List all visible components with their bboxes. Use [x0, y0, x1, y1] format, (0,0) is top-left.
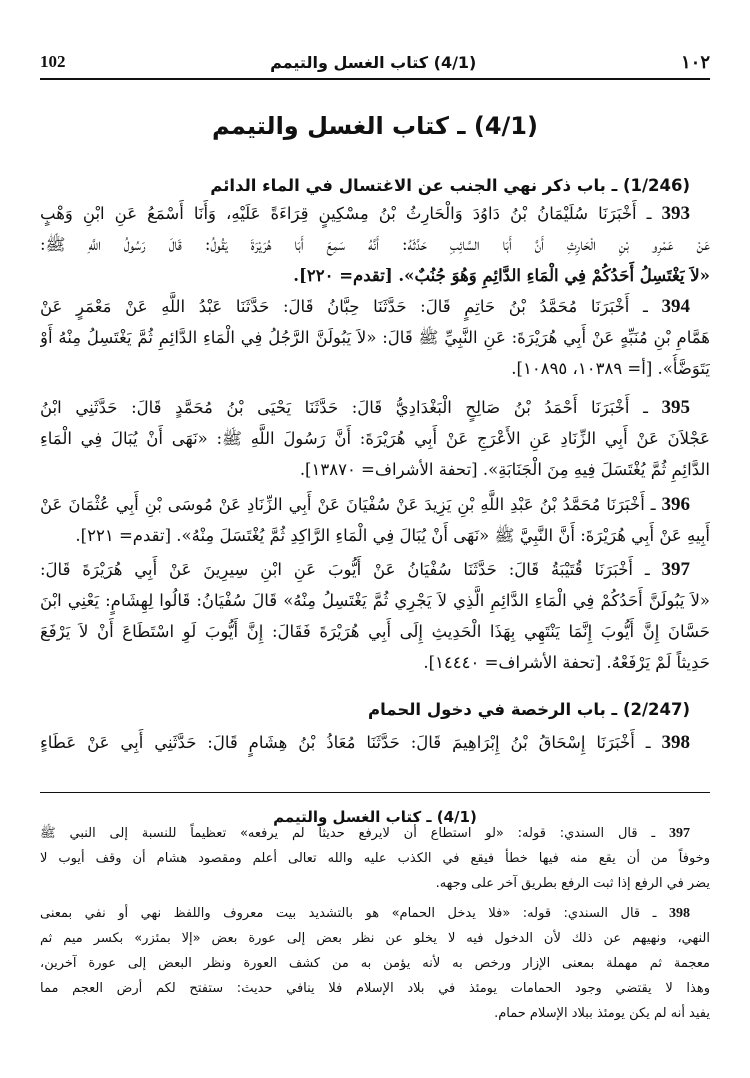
footnote-398-line-1: [40, 902, 690, 926]
hadith-395-line-1: [40, 393, 690, 423]
hadith-number: 397: [661, 559, 690, 580]
footnote-text: ـ قال السندي: قوله: «لو استطاع أن لايرفع حديثاً لم يرفعه» تعظيماً للنسبة إلى النبي ﷺ: [40, 826, 656, 841]
hadith-number: 398: [661, 732, 690, 753]
section-title-1: (1/246) ـ باب ذكر نهي الجنب عن الاغتسال في الماء الدائم: [210, 176, 690, 195]
footnote-397-line-2: وخوفاً من أن يقع منه فيها خطأ فيقع في الكذب عليه والله تعالى أعلم ومقصود هشام أن وقف أيوب لا: [40, 851, 710, 866]
hadith-396-line-2: أَبِيهِ عَنْ أَبِي هُرَيْرَةَ: أَنَّ النَّبِيَّ ﷺ «نَهَى أَنْ يُبَالَ فِي الْمَاءِ الرَّاكِدِ ثُمَّ يُغْتَسَلَ مِنْهُ». [تقدم= ٢٢١].: [75, 526, 710, 545]
footnote-398-line-5: يفيد أنه لم يكن يومئذ ببلاد الإسلام حمام.: [494, 1006, 710, 1021]
hadith-395-line-3: الدَّائِمِ ثُمَّ يُغْتَسَلَ فِيهِ مِنَ الْجَنَابَةِ». [تحفة الأشراف= ١٣٨٧٠].: [299, 460, 710, 479]
hadith-397-line-2: «لاَ يَبُولَنَّ أَحَدُكُمْ فِي الْمَاءِ الدَّائِمِ الَّذِي لاَ يَجْرِي ثُمَّ يَغْتَسِلُ مِنْهُ» قَالَ سُفْيَانُ: قَالُوا لِهِشَامٍ: يَعْنِي ابْنَ: [40, 591, 710, 610]
hadith-text: ـ أَخْبَرَنَا سُلَيْمَانُ بْنُ دَاوُدَ وَالْحَارِثُ بْنُ مِسْكِينٍ قِرَاءَةً عَلَيْهِ، وَأَنَا أَسْمَعُ عَنِ ابْنِ وَهْبٍ: [40, 204, 652, 223]
hadith-398-line-1: [40, 728, 690, 758]
footnote-398-line-3: معجمة ثم مهملة بمعنى الإزار ورخص به لأنه يؤمن به من كشف العورة ونظر البعض إلى عورة آخرين،: [40, 956, 710, 971]
footnote-397-line-1: [40, 822, 690, 846]
hadith-text: ـ أَخْبَرَنَا مُحَمَّدُ بْنُ حَاتِمٍ قَالَ: حَدَّثَنَا حِبَّانُ قَالَ: حَدَّثَنَا عَبْدُ اللَّهِ عَنْ مَعْمَرٍ عَنْ: [40, 297, 648, 316]
hadith-number: 394: [661, 296, 690, 317]
page-header: [40, 46, 710, 78]
hadith-394-line-2: هَمَّامِ بْنِ مُنَبِّهٍ عَنْ أَبِي هُرَيْرَةَ: عَنِ النَّبِيِّ ﷺ قَالَ: «لاَ يَبُولَنَّ الرَّجُلُ فِي الْمَاءِ الدَّائِمِ ثُمَّ يَغْتَسِلُ مِنْهُ أَوْ: [40, 328, 710, 347]
chapter-title: (4/1) ـ كتاب الغسل والتيمم: [212, 112, 538, 140]
hadith-394-line-1: [40, 292, 690, 322]
hadith-395-line-2: عَجْلاَنَ عَنْ أَبِي الزِّنَادِ عَنِ الأَعْرَجِ عَنْ أَبِي هُرَيْرَةَ: أَنَّ رَسُولَ اللَّهِ ﷺ: «نَهَى أَنْ يُبَالَ فِي الْمَاءِ: [40, 429, 710, 448]
footnote-number: 398: [668, 906, 690, 921]
hadith-393-line-3: «لاَ يَغْتَسِلُ أَحَدُكُمْ فِي الْمَاءِ الدَّائِمِ وَهُوَ جُنُبٌ». [تقدم= ٢٢٠].: [293, 266, 710, 285]
footnote-397-line-3: يضر في الرفع إذا ثبت الرفع بطريق آخر على وجهه.: [435, 876, 710, 891]
running-title: (4/1) كتاب الغسل والتيمم: [270, 52, 477, 72]
footnote-number: 397: [669, 826, 690, 841]
hadith-text: ـ أَخْبَرَنَا إِسْحَاقُ بْنُ إِبْرَاهِيمَ قَالَ: حَدَّثَنَا مُعَاذُ بْنُ هِشَامٍ قَالَ: حَدَّثَنِي أَبِي عَنْ عَطَاءٍ: [40, 733, 651, 752]
footnote-398-line-2: النهي، ونهيهم عن ذلك لأن الدخول فيه لا يخلو عن نظر بعض إلى عورة بعض «إلا بمئزر» بكسر ميم ثم: [40, 931, 710, 946]
hadith-393-line-2: عَنْ عَمْرِو بْنِ الْحَارِثِ أَنَّ أَبَا السَّائِبِ حَدَّثَهُ: أَنَّهُ سَمِعَ أَبَا هُرَيْرَةَ يَقُولُ: قَالَ رَسُولُ اللَّهِ ﷺ:: [40, 235, 710, 254]
hadith-number: 396: [661, 494, 690, 515]
section-title-2: (2/247) ـ باب الرخصة في دخول الحمام: [367, 700, 690, 719]
page-number-arabic: ١٠٢: [680, 51, 710, 73]
hadith-393-line-1: [40, 199, 690, 229]
footnote-divider: [40, 792, 710, 793]
hadith-number: 393: [661, 203, 690, 224]
hadith-396-line-1: [40, 490, 690, 520]
hadith-text: ـ أَخْبَرَنَا مُحَمَّدُ بْنُ عَبْدِ اللَّهِ بْنِ يَزِيدَ عَنْ سُفْيَانَ عَنْ أَبِي الزِّنَادِ عَنْ مُوسَى بْنِ أَبِي عُثْمَانَ عَنْ: [40, 495, 656, 514]
hadith-number: 395: [661, 397, 690, 418]
hadith-text: ـ أَخْبَرَنَا أَحْمَدُ بْنُ صَالِحٍ الْبَغْدَادِيُّ قَالَ: حَدَّثَنَا يَحْيَى بْنُ مُحَمَّدٍ قَالَ: حَدَّثَنِي ابْنُ: [40, 398, 648, 417]
hadith-397-line-1: [40, 555, 690, 585]
hadith-397-line-3: حَسَّانَ إِنَّ أَيُّوبَ إِنَّمَا يَنْتَهِي بِهَذَا الْحَدِيثِ إِلَى أَبِي هُرَيْرَةَ فَقَالَ: إِنَّ أَيُّوبَ لَوِ اسْتَطَاعَ أَنْ لاَ يَرْفَعَ: [40, 622, 710, 641]
hadith-394-line-3: يَتَوَضَّأُ». [أ= ١٠٣٨٩، ١٠٨٩٥].: [511, 359, 710, 378]
hadith-397-line-4: حَدِيثاً لَمْ يَرْفَعْهُ. [تحفة الأشراف= ١٤٤٤٠].: [423, 653, 710, 672]
hadith-text: ـ أَخْبَرَنَا قُتَيْبَةُ قَالَ: حَدَّثَنَا سُفْيَانُ عَنْ أَيُّوبَ عَنِ ابْنِ سِيرِينَ عَنْ أَبِي هُرَيْرَةَ قَالَ:: [40, 560, 650, 579]
footnote-398-line-4: وهذا لا يقتضي وجود الحمامات يومئذ في بلاد الإسلام فلا ينافي حديث: ستفتح لكم أرض العجم مما: [40, 981, 710, 996]
header-divider: [40, 78, 710, 80]
page-number-latin: 102: [40, 52, 66, 71]
footnote-title: (4/1) ـ كتاب الغسل والتيمم: [273, 808, 477, 826]
footnote-text: ـ قال السندي: قوله: «فلا يدخل الحمام» هو بالتشديد بيت معروف واللفظ نهي أو نفي بمعنى: [40, 906, 657, 921]
